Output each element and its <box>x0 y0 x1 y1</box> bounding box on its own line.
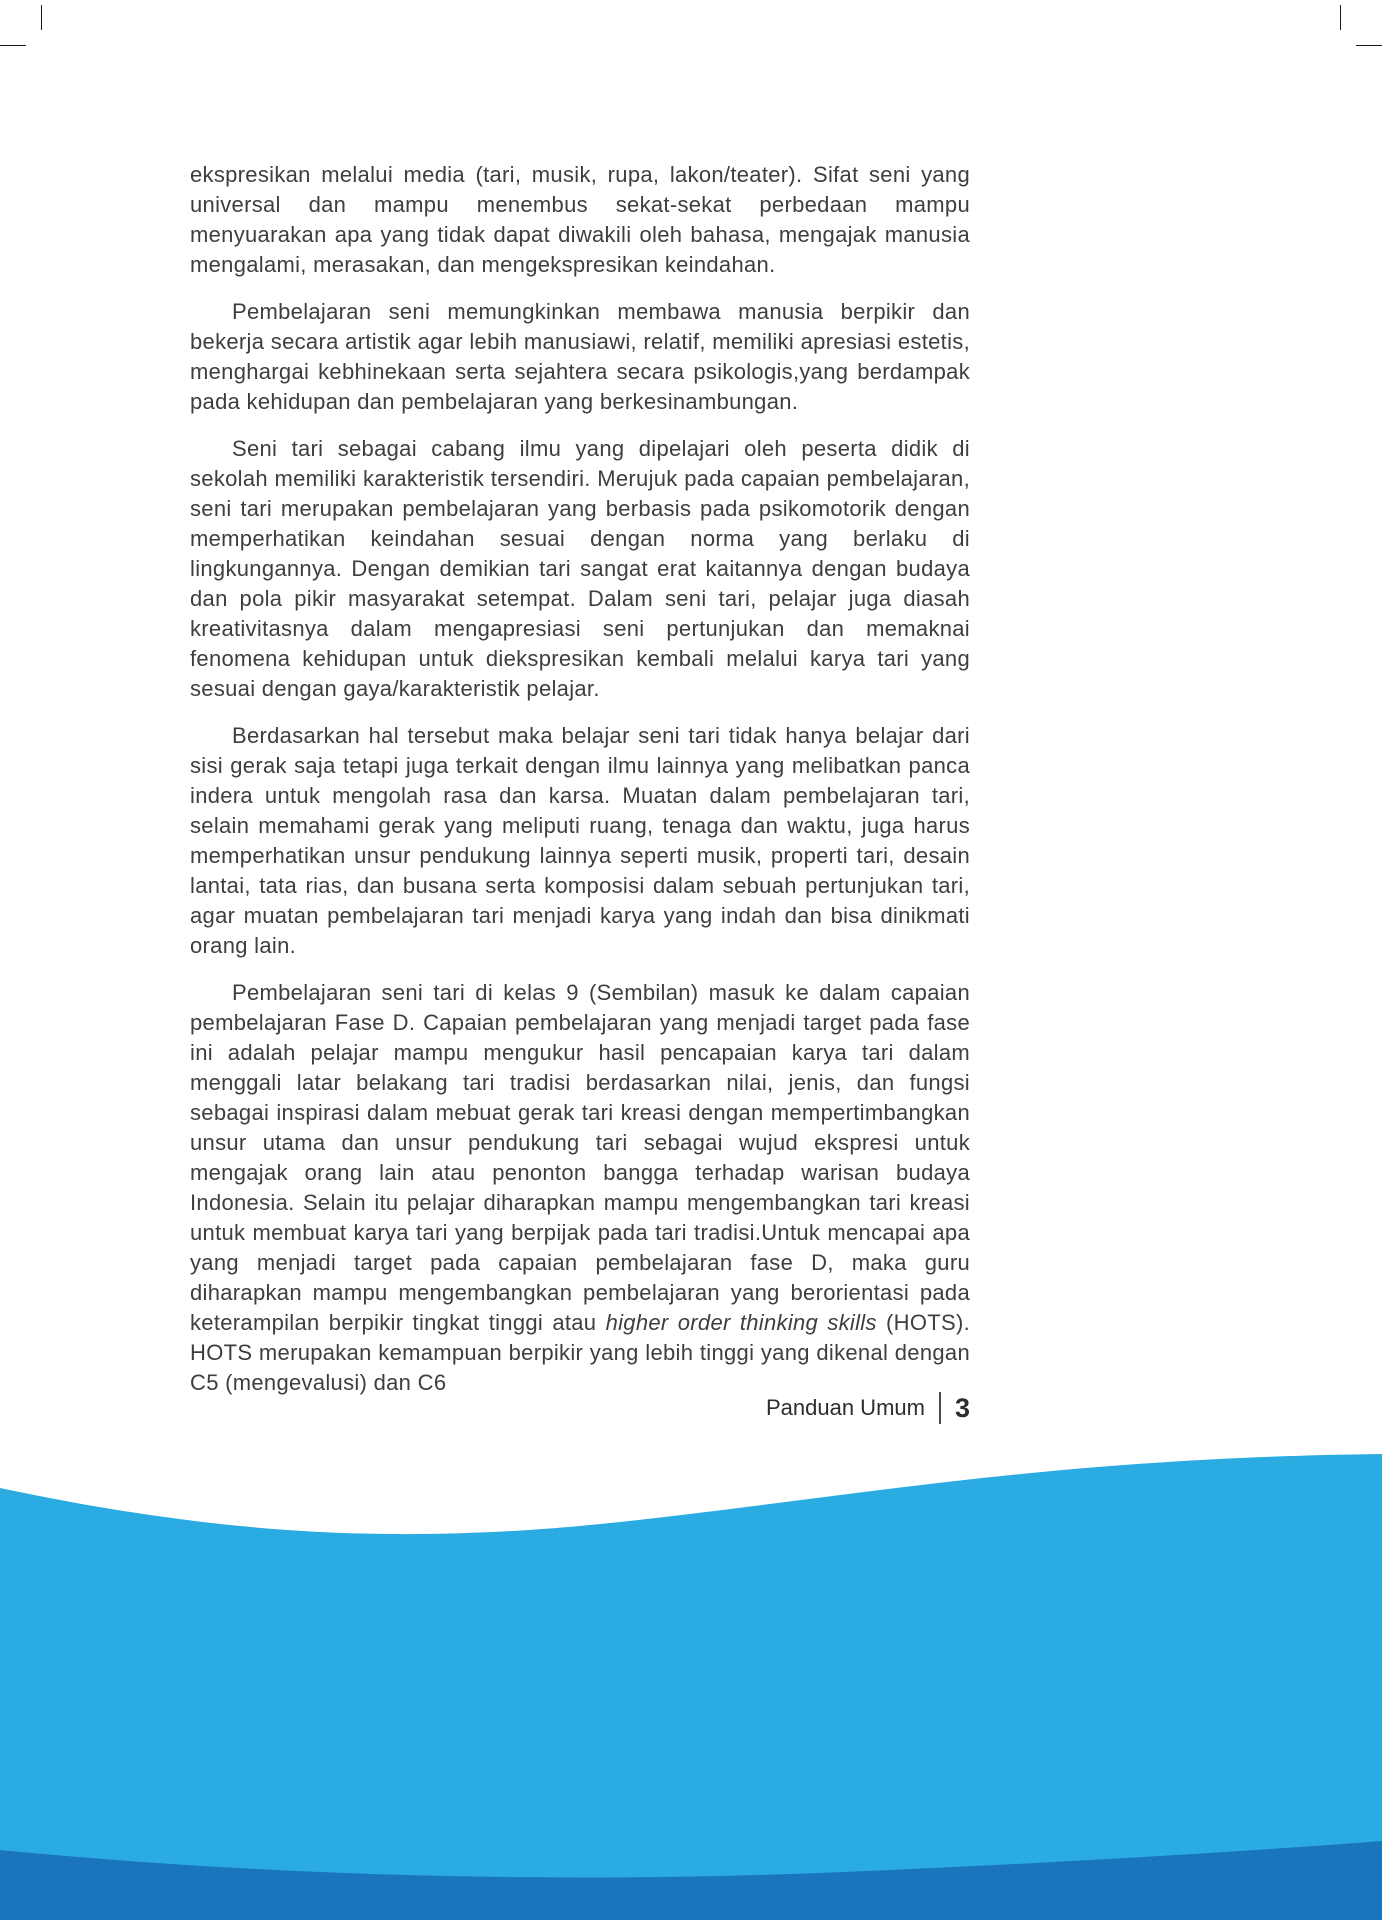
page-footer <box>766 1392 970 1424</box>
paragraph <box>190 978 970 1398</box>
paragraph: Seni tari sebagai cabang ilmu yang dipelajari oleh peserta didik di sekolah memiliki karakteristik tersendiri. Merujuk pada capaian pembelajaran, seni tari merupakan pembelajaran yang berbasis pada psikomotorik dengan memperhatikan keindahan sesuai dengan norma yang berlaku di lingkungannya. Dengan demikian tari sangat erat kaitannya dengan budaya dan pola pikir masyarakat setempat. Dalam seni tari, pelajar juga diasah kreativitasnya dalam mengapresiasi seni pertunjukan dan memaknai fenomena kehidupan untuk diekspresikan kembali melalui karya tari yang sesuai dengan gaya/karakteristik pelajar. <box>190 436 970 701</box>
page-body-text <box>190 160 970 1415</box>
crop-mark-top-left-horizontal <box>0 45 26 46</box>
footer-section-label: Panduan Umum <box>765 1395 925 1420</box>
wave-light-blue-shape <box>0 1454 1382 1920</box>
footer-divider <box>939 1392 941 1424</box>
paragraph: Berdasarkan hal tersebut maka belajar seni tari tidak hanya belajar dari sisi gerak saja tetapi juga terkait dengan ilmu lainnya yang melibatkan panca indera untuk mengolah rasa dan karsa. Muatan dalam pembelajaran tari, selain memahami gerak yang meliputi ruang, tenaga dan waktu, juga harus memperhatikan unsur pendukung lainnya seperti musik, properti tari, desain lantai, tata rias, dan busana serta komposisi dalam sebuah pertunjukan tari, agar muatan pembelajaran tari menjadi karya yang indah dan bisa dinikmati orang lain. <box>190 723 970 958</box>
crop-mark-top-right-horizontal <box>1356 45 1382 46</box>
paragraph-italic-text: higher order thinking skills <box>605 1310 877 1335</box>
crop-mark-top-right-vertical <box>1340 5 1341 30</box>
footer-wave-decoration <box>0 1450 1382 1920</box>
paragraph-text: (HOTS). HOTS merupakan kemampuan berpikir yang lebih tinggi yang dikenal dengan C5 (mengevalusi) dan C6 <box>190 1310 970 1395</box>
page-number: 3 <box>954 1392 970 1423</box>
crop-mark-top-left-vertical <box>41 5 42 30</box>
paragraph: Pembelajaran seni memungkinkan membawa manusia berpikir dan bekerja secara artistik agar lebih manusiawi, relatif, memiliki apresiasi estetis, menghargai kebhinekaan serta sejahtera secara psikologis,yang berdampak pada kehidupan dan pembelajaran yang berkesinambungan. <box>190 299 970 414</box>
paragraph-continuation: ekspresikan melalui media (tari, musik, rupa, lakon/teater). Sifat seni yang universal dan mampu menembus sekat-sekat perbedaan mampu menyuarakan apa yang tidak dapat diwakili oleh bahasa, mengajak manusia mengalami, merasakan, dan mengekspresikan keindahan. <box>190 162 970 277</box>
paragraph-text: Pembelajaran seni tari di kelas 9 (Sembilan) masuk ke dalam capaian pembelajaran Fase D. Capaian pembelajaran yang menjadi target pada fase ini adalah pelajar mampu mengukur hasil pencapaian karya tari dalam menggali latar belakang tari tradisi berdasarkan nilai, jenis, dan fungsi sebagai inspirasi dalam mebuat gerak tari kreasi dengan mempertimbangkan unsur utama dan unsur pendukung tari sebagai wujud ekspresi untuk mengajak orang lain atau penonton bangga terhadap warisan budaya Indonesia. Selain itu pelajar diharapkan mampu mengembangkan tari kreasi untuk membuat karya tari yang berpijak pada tari tradisi.Untuk mencapai apa yang menjadi target pada capaian pembelajaran fase D, maka guru diharapkan mampu mengembangkan pembelajaran yang berorientasi pada keterampilan berpikir tingkat tinggi atau <box>190 980 970 1335</box>
